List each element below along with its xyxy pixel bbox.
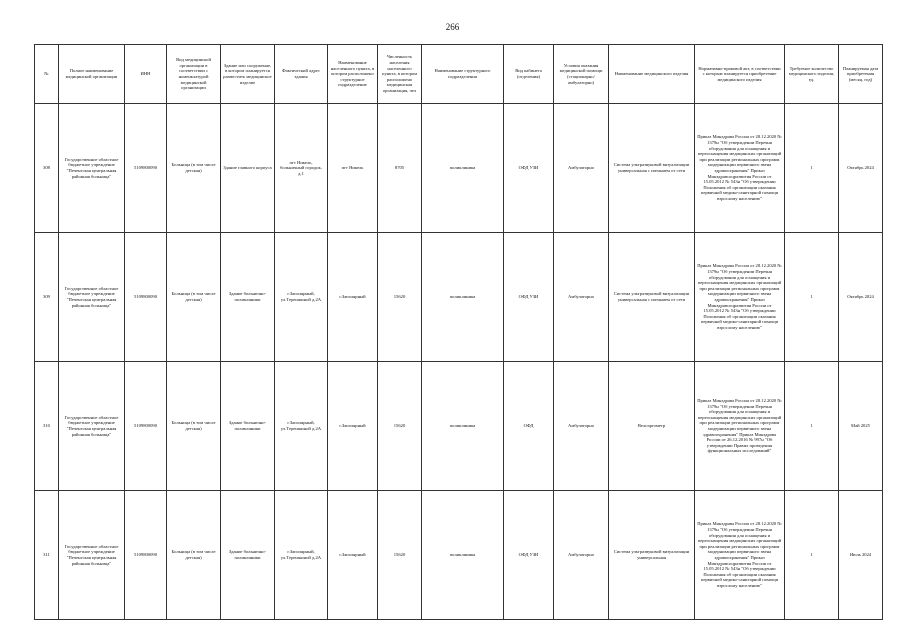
row-number: 309 [35, 233, 59, 362]
page-number: 266 [445, 22, 460, 32]
unit: поликлиника [422, 491, 504, 620]
building: Здание главного корпуса [221, 104, 275, 233]
cabinet: ОФД [504, 362, 554, 491]
device: Велоэргометр [609, 362, 695, 491]
population: 15620 [378, 362, 422, 491]
device: Система ультразвуковой визуализации универсальная с питанием от сети [609, 104, 695, 233]
header-cell: Наименование медицинского изделия [609, 45, 695, 104]
population: 8705 [378, 104, 422, 233]
row-number: 310 [35, 362, 59, 491]
header-cell: Планируемая дата приобретения (месяц, год) [839, 45, 883, 104]
cabinet: ОФД УЗИ [504, 233, 554, 362]
legal-act: Приказ Минздрава России от 28.12.2020 № 1379н "Об утверждении Перечня оборудования для оснащения и переоснащения медицинских организаций при реализации региональных программ модернизации первичного звена здравоохранения" Приказ Минздравсоцразвития России от 15.05.2012 № 543н "Об утверждении Положения об организации оказания первичной медико-санитарной помощи взрослому населению" [695, 491, 785, 620]
header-cell: Требуемое количество медицинского изделия, ед. [785, 45, 839, 104]
conditions: Амбулаторно [554, 233, 609, 362]
building: Здание больнично-поликлиники [221, 491, 275, 620]
header-cell: ИНН [125, 45, 167, 104]
header-cell: Здание или сооружение, в котором планируется разместить медицинское изделие [221, 45, 275, 104]
quantity: 1 [785, 233, 839, 362]
conditions: Амбулаторно [554, 104, 609, 233]
inn: 5109800090 [125, 104, 167, 233]
row-number: 308 [35, 104, 59, 233]
settlement: г.Заполярный [328, 233, 378, 362]
equipment-table [34, 44, 883, 620]
inn: 5109800090 [125, 233, 167, 362]
unit: поликлиника [422, 362, 504, 491]
org-type: Больница (в том числе детская) [167, 491, 221, 620]
unit: поликлиника [422, 233, 504, 362]
purchase-date: Июль 2024 [839, 491, 883, 620]
legal-act: Приказ Минздрава России от 28.12.2020 № 1379н "Об утверждении Перечня оборудования для оснащения и переоснащения медицинских организаций при реализации региональных программ модернизации первичного звена здравоохранения" Приказ Минздравсоцразвития России от 15.05.2012 № 543н "Об утверждении Положения об организации оказания первичной медико-санитарной помощи взрослому населению" [695, 104, 785, 233]
header-cell: № [35, 45, 59, 104]
population: 15620 [378, 491, 422, 620]
cabinet: ОФД УЗИ [504, 491, 554, 620]
cabinet: ОФД УЗИ [504, 104, 554, 233]
unit: поликлиника [422, 104, 504, 233]
table-header-row [35, 45, 883, 104]
building: Здание больнично-поликлиники [221, 362, 275, 491]
quantity: 1 [785, 362, 839, 491]
org-type: Больница (в том числе детская) [167, 362, 221, 491]
legal-act: Приказ Минздрава России от 28.12.2020 № 1379н "Об утверждении Перечня оборудования для оснащения и переоснащения медицинских организаций при реализации региональных программ модернизации первичного звена здравоохранения" Приказ Минздрава России от 26.12.2016 № 997н "Об утверждении Правил проведения функциональных исследований" [695, 362, 785, 491]
org-name: Государственное областное бюджетное учреждение "Печенгская центральная районная больница" [59, 491, 125, 620]
quantity: 1 [785, 491, 839, 620]
settlement: г.Заполярный [328, 491, 378, 620]
table-row [35, 491, 883, 620]
table-row [35, 233, 883, 362]
device: Система ультразвуковой визуализации универсальная [609, 491, 695, 620]
purchase-date: Май 2025 [839, 362, 883, 491]
address: пгт Никель, больничный городок, д.1 [275, 104, 328, 233]
purchase-date: Октябрь 2024 [839, 104, 883, 233]
building: Здание больнично-поликлиники [221, 233, 275, 362]
address: г.Заполярный, ул.Терешкиной д.2А [275, 362, 328, 491]
header-cell: Наименование структурного подразделения [422, 45, 504, 104]
legal-act: Приказ Минздрава России от 28.12.2020 № 1379н "Об утверждении Перечня оборудования для оснащения и переоснащения медицинских организаций при реализации региональных программ модернизации первичного звена здравоохранения" Приказ Минздравсоцразвития России от 15.05.2012 № 543н "Об утверждении Положения об организации оказания первичной медико-санитарной помощи взрослому населению" [695, 233, 785, 362]
org-name: Государственное областное бюджетное учреждение "Печенгская центральная районная больница" [59, 233, 125, 362]
inn: 5109800090 [125, 362, 167, 491]
header-cell: Фактический адрес здания [275, 45, 328, 104]
org-name: Государственное областное бюджетное учреждение "Печенгская центральная районная больница" [59, 104, 125, 233]
header-cell: Полное наименование медицинской организации [59, 45, 125, 104]
address: г.Заполярный, ул.Терешкиной д.2А [275, 233, 328, 362]
quantity: 1 [785, 104, 839, 233]
table-row [35, 362, 883, 491]
table-row [35, 104, 883, 233]
org-name: Государственное областное бюджетное учреждение "Печенгская центральная районная больница" [59, 362, 125, 491]
header-cell: Вид медицинской организации в соответствии с номенклатурой медицинской организации [167, 45, 221, 104]
population: 15620 [378, 233, 422, 362]
header-cell: Нормативно-правовой акт, в соответствии с которым планируется приобретение медицинского изделия [695, 45, 785, 104]
header-cell: Вид кабинета (отделения) [504, 45, 554, 104]
conditions: Амбулаторно [554, 491, 609, 620]
inn: 5109800090 [125, 491, 167, 620]
settlement: пгт Никель [328, 104, 378, 233]
purchase-date: Октябрь 2024 [839, 233, 883, 362]
settlement: г.Заполярный [328, 362, 378, 491]
org-type: Больница (в том числе детская) [167, 233, 221, 362]
org-type: Больница (в том числе детская) [167, 104, 221, 233]
header-cell: Численность населения населенного пункта, в котором расположено медицинская организация, чел [378, 45, 422, 104]
conditions: Амбулаторно [554, 362, 609, 491]
row-number: 311 [35, 491, 59, 620]
device: Система ультразвуковой визуализации универсальная с питанием от сети [609, 233, 695, 362]
address: г.Заполярный, ул.Терешкиной д.2А [275, 491, 328, 620]
header-cell: Наименование населенного пункта, в котором расположено структурное подразделение [328, 45, 378, 104]
header-cell: Условия оказания медицинской помощи (стационарно/амбулаторно) [554, 45, 609, 104]
